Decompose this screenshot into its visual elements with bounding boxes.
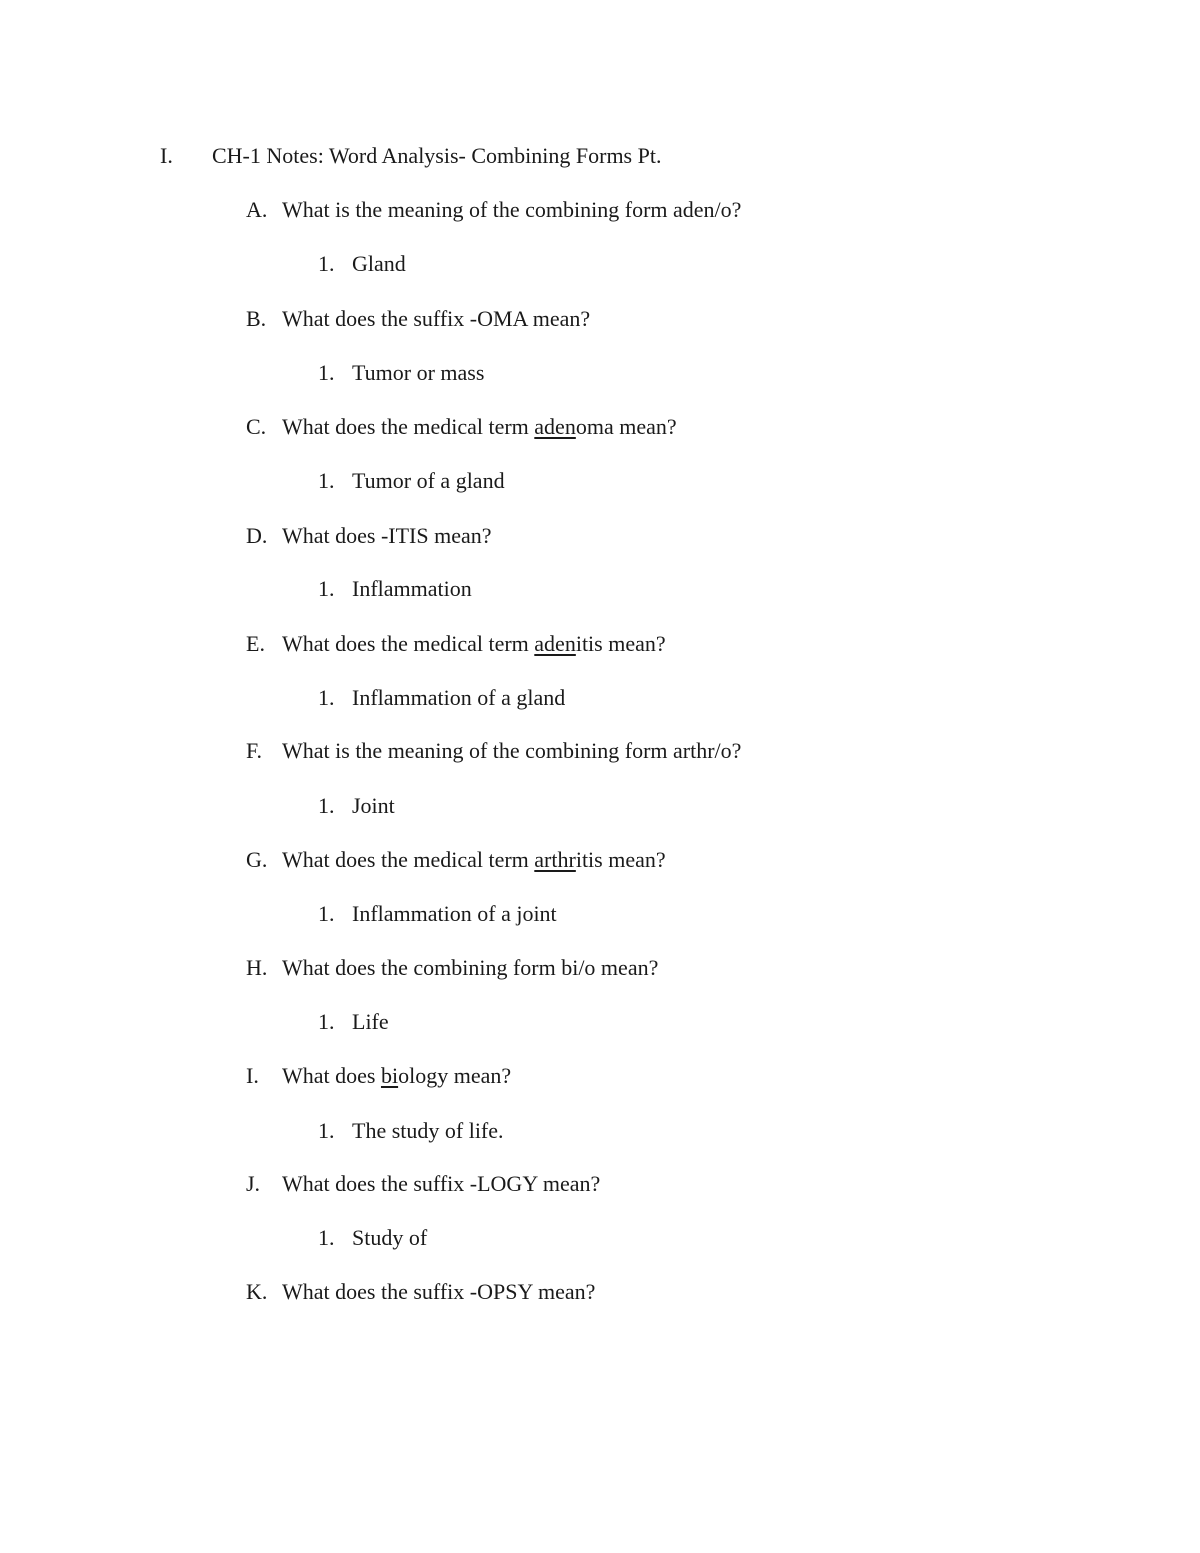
answer-marker: 1.: [318, 576, 335, 601]
question-text: What is the meaning of the combining form arthr/o?: [282, 738, 742, 763]
question-text: What does the medical term arthritis mean?: [282, 847, 666, 872]
question-text: What does the combining form bi/o mean?: [282, 955, 659, 980]
question-marker: A.: [246, 197, 268, 222]
question-text: What does biology mean?: [282, 1063, 512, 1088]
answer-text: Inflammation: [352, 576, 472, 601]
answer-text: Tumor of a gland: [352, 468, 505, 493]
question-marker: H.: [246, 955, 268, 980]
answer-marker: 1.: [318, 901, 335, 926]
heading-title: CH-1 Notes: Word Analysis- Combining Forms Pt.: [212, 143, 662, 168]
question-marker: C.: [246, 414, 267, 439]
question-text: What does the suffix -LOGY mean?: [282, 1171, 601, 1196]
question-text: What does -ITIS mean?: [282, 523, 492, 548]
answer-text: Life: [352, 1009, 389, 1034]
answer-text: Study of: [352, 1225, 428, 1250]
answer-marker: 1.: [318, 1009, 335, 1034]
answer-marker: 1.: [318, 468, 335, 493]
answer-marker: 1.: [318, 360, 335, 385]
question-marker: F.: [246, 738, 262, 763]
answer-text: Inflammation of a gland: [352, 685, 566, 710]
question-text: What does the medical term adenitis mean?: [282, 631, 666, 656]
question-marker: E.: [246, 631, 265, 656]
answer-marker: 1.: [318, 685, 335, 710]
heading-marker: I.: [160, 143, 173, 168]
question-marker: B.: [246, 306, 267, 331]
question-marker: I.: [246, 1063, 259, 1088]
question-text: What is the meaning of the combining form aden/o?: [282, 197, 742, 222]
answer-text: Joint: [352, 793, 395, 818]
answer-marker: 1.: [318, 793, 335, 818]
question-marker: D.: [246, 523, 268, 548]
question-marker: G.: [246, 847, 268, 872]
question-text: What does the medical term adenoma mean?: [282, 414, 677, 439]
question-marker: K.: [246, 1279, 268, 1304]
answer-text: Gland: [352, 251, 406, 276]
answer-marker: 1.: [318, 251, 335, 276]
question-text: What does the suffix -OMA mean?: [282, 306, 591, 331]
question-marker: J.: [246, 1171, 261, 1196]
answer-text: Inflammation of a joint: [352, 901, 557, 926]
answer-marker: 1.: [318, 1225, 335, 1250]
question-text: What does the suffix -OPSY mean?: [282, 1279, 596, 1304]
answer-marker: 1.: [318, 1118, 335, 1143]
answer-text: Tumor or mass: [352, 360, 485, 385]
answer-text: The study of life.: [352, 1118, 504, 1143]
